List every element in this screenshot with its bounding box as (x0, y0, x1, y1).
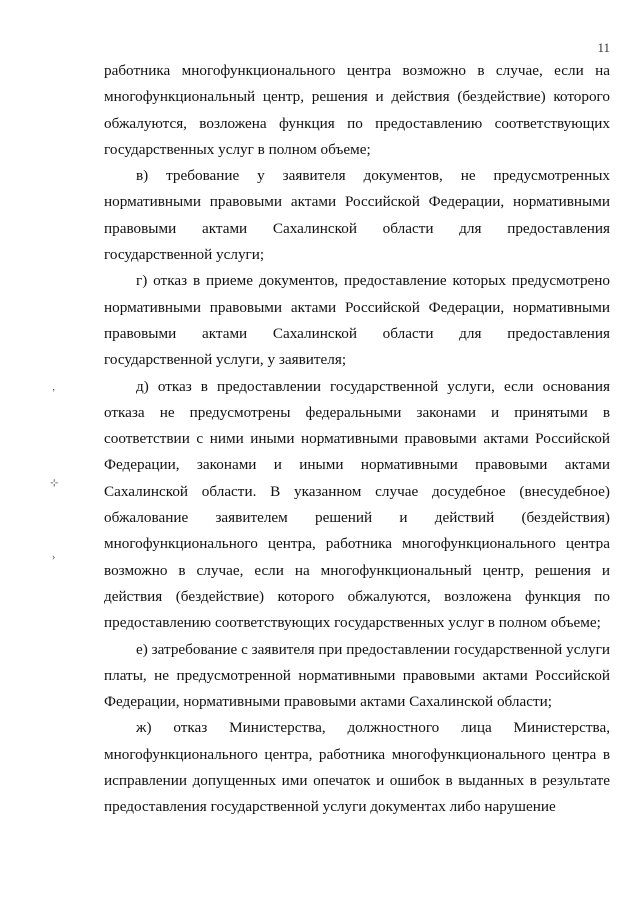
paragraph-item-zh: ж) отказ Министерства, должностного лица Министерства, многофункционального центра, работника многофункционального центра в исправлении допущенных ими опечаток и ошибок в выданных в результате предоставления государственной услуги документах либо нарушение (104, 719, 610, 816)
page-number: 11 (597, 40, 610, 55)
paragraph-item-g: г) отказ в приеме документов, предоставление которых предусмотрено нормативными правовыми актами Российской Федерации, нормативными правовыми актами Сахалинской области для предоставления государственной услуги, у заявителя; (104, 272, 610, 369)
paragraph-item-d: д) отказ в предоставлении государственной услуги, если основания отказа не предусмотрены федеральными законами и принятыми в соответствии с ними иными нормативными правовыми актами Российской Федерации, законами и иными нормативными правовыми актами Сахалинской области. В указанном случае досудебное (внесудебное) обжалование заявителем решений и действий (бездействия) многофункционального центра, работника многофункционального центра возможно в случае, если на многофункциональный центр, решения и действия (бездействие) которого обжалуются, возложена функция по предоставлению соответствующих государственных услуг в полном объеме; (104, 377, 610, 632)
document-body (104, 58, 610, 821)
scan-mark: ⊹ (50, 478, 59, 489)
scan-mark: ʼ (52, 388, 56, 399)
paragraph-item-e: е) затребование с заявителя при предоставлении государственной услуги платы, не предусмотренной нормативными правовыми актами Российской Федерации, нормативными правовыми актами Сахалинской области; (104, 640, 610, 711)
scan-mark: › (52, 552, 56, 563)
paragraph-item-v: в) требование у заявителя документов, не предусмотренных нормативными правовыми актами Российской Федерации, нормативными правовыми актами Сахалинской области для предоставления государственной услуги; (104, 167, 610, 264)
paragraph-continuation: работника многофункционального центра возможно в случае, если на многофункциональный центр, решения и действия (бездействие) которого обжалуются, возложена функция по предоставлению соответствующих государственных услуг в полном объеме; (104, 62, 610, 158)
